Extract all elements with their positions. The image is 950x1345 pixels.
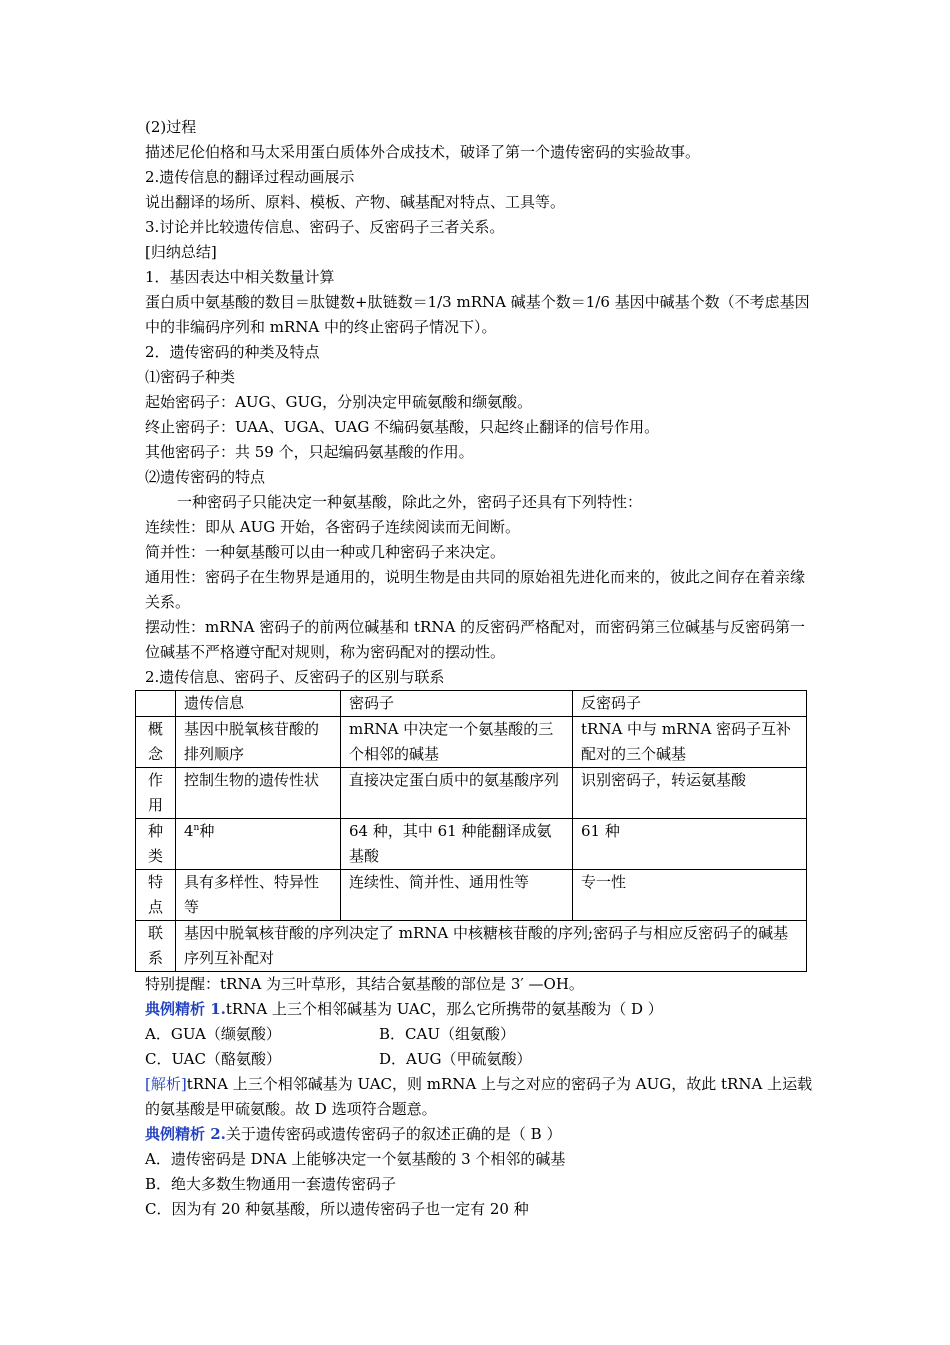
table-row	[136, 819, 807, 870]
animation-heading: 2.遗传信息的翻译过程动画展示	[145, 168, 355, 186]
table-cell: 专一性	[573, 870, 807, 921]
table-cell: 64 种，其中 61 种能翻译成氨基酸	[341, 819, 573, 870]
feature-universality: 通用性：密码子在生物界是通用的，说明生物是由共同的原始祖先进化而来的，彼此之间存在着亲缘关系。	[145, 568, 806, 611]
table-title: 2.遗传信息、密码子、反密码子的区别与联系	[145, 668, 445, 686]
count-unit: 种	[199, 822, 215, 840]
example1-options-cd	[145, 1047, 815, 1072]
table-row	[136, 768, 807, 819]
features-intro: 一种密码子只能决定一种氨基酸，除此之外，密码子还具有下列特性：	[177, 493, 643, 511]
example1-analysis	[145, 1072, 815, 1122]
option-d: D．AUG（甲硫氨酸）	[379, 1050, 532, 1068]
table-row	[136, 717, 807, 768]
table-header-cell: 反密码子	[573, 691, 807, 717]
analysis-text: tRNA 上三个相邻碱基为 UAC，则 mRNA 上与之对应的密码子为 AUG，故此 tRNA 上运载的氨基酸是甲硫氨酸。故 D 选项符合题意。	[145, 1075, 813, 1118]
animation-text: 说出翻译的场所、原料、模板、产物、碱基配对特点、工具等。	[145, 193, 566, 211]
example1-label: 典例精析 1.	[145, 1000, 226, 1018]
feature-degeneracy: 简并性：一种氨基酸可以由一种或几种密码子来决定。	[145, 543, 506, 561]
option-c: C．因为有 20 种氨基酸，所以遗传密码子也一定有 20 种	[145, 1200, 529, 1218]
section1-text: 蛋白质中氨基酸的数目＝肽键数+肽链数＝1/3 mRNA 碱基个数＝1/6 基因中碱基个数（不考虑基因中的非编码序列和 mRNA 中的终止密码子情况下）。	[145, 293, 810, 336]
table-header-cell: 密码子	[341, 691, 573, 717]
example1-options-ab	[145, 1022, 815, 1047]
row-label: 种类	[136, 819, 176, 870]
feature-continuity: 连续性：即从 AUG 开始，各密码子连续阅读而无间断。	[145, 518, 520, 536]
example2-question	[145, 1122, 815, 1147]
special-tip: 特别提醒：tRNA 为三叶草形，其结合氨基酸的部位是 3′ —OH。	[145, 975, 584, 993]
table-cell: 具有多样性、特异性等	[176, 870, 341, 921]
table-cell: 直接决定蛋白质中的氨基酸序列	[341, 768, 573, 819]
section1-title: 1．基因表达中相关数量计算	[145, 268, 335, 286]
process-text: 描述尼伦伯格和马太采用蛋白质体外合成技术，破译了第一个遗传密码的实验故事。	[145, 143, 701, 161]
option-c: C．UAC（酪氨酸）	[145, 1050, 281, 1068]
row-label: 联系	[136, 921, 176, 972]
table-cell: 控制生物的遗传性状	[176, 768, 341, 819]
count-exponent: n	[193, 823, 200, 833]
option-b: B．CAU（组氨酸）	[379, 1025, 515, 1043]
row-label: 作用	[136, 768, 176, 819]
table-row	[136, 870, 807, 921]
example2-label: 典例精析 2.	[145, 1125, 226, 1143]
comparison-table	[135, 690, 807, 972]
table-cell-link: 基因中脱氧核苷酸的序列决定了 mRNA 中核糖核苷酸的序列;密码子与相应反密码子的碱基序列互补配对	[176, 921, 807, 972]
start-codon-text: 起始密码子：AUG、GUG，分别决定甲硫氨酸和缬氨酸。	[145, 393, 533, 411]
table-row	[136, 921, 807, 972]
table-cell: 基因中脱氧核苷酸的排列顺序	[176, 717, 341, 768]
table-cell: mRNA 中决定一个氨基酸的三个相邻的碱基	[341, 717, 573, 768]
summary-heading: [归纳总结]	[145, 243, 217, 261]
analysis-label: [解析]	[145, 1075, 187, 1093]
codon-features-heading: ⑵遗传密码的特点	[145, 468, 266, 486]
row-label: 特点	[136, 870, 176, 921]
table-header-cell: 遗传信息	[176, 691, 341, 717]
option-a: A．GUA（缬氨酸）	[145, 1025, 281, 1043]
row-label: 概念	[136, 717, 176, 768]
example2-question-text: 关于遗传密码或遗传密码子的叙述正确的是（ B ）	[225, 1125, 562, 1143]
document-page	[145, 115, 815, 1222]
stop-codon-text: 终止密码子：UAA、UGA、UAG 不编码氨基酸，只起终止翻译的信号作用。	[145, 418, 660, 436]
table-cell: 61 种	[573, 819, 807, 870]
table-cell: tRNA 中与 mRNA 密码子互补配对的三个碱基	[573, 717, 807, 768]
example1-question	[145, 997, 815, 1022]
process-heading: (2)过程	[145, 118, 197, 136]
section2-title: 2．遗传密码的种类及特点	[145, 343, 320, 361]
table-cell: 识别密码子，转运氨基酸	[573, 768, 807, 819]
other-codon-text: 其他密码子：共 59 个，只起编码氨基酸的作用。	[145, 443, 474, 461]
option-b: B．绝大多数生物通用一套遗传密码子	[145, 1175, 397, 1193]
count-base: 4	[184, 822, 194, 840]
feature-wobble: 摆动性：mRNA 密码子的前两位碱基和 tRNA 的反密码严格配对，而密码第三位碱基与反密码第一位碱基不严格遵守配对规则，称为密码配对的摆动性。	[145, 618, 806, 661]
table-cell	[176, 819, 341, 870]
option-a: A．遗传密码是 DNA 上能够决定一个氨基酸的 3 个相邻的碱基	[145, 1150, 566, 1168]
table-cell: 连续性、简并性、通用性等	[341, 870, 573, 921]
example1-question-text: tRNA 上三个相邻碱基为 UAC，那么它所携带的氨基酸为（ D ）	[225, 1000, 663, 1018]
table-header-row	[136, 691, 807, 717]
codon-types-heading: ⑴密码子种类	[145, 368, 236, 386]
table-header-cell	[136, 691, 176, 717]
discussion-text: 3.讨论并比较遗传信息、密码子、反密码子三者关系。	[145, 218, 505, 236]
